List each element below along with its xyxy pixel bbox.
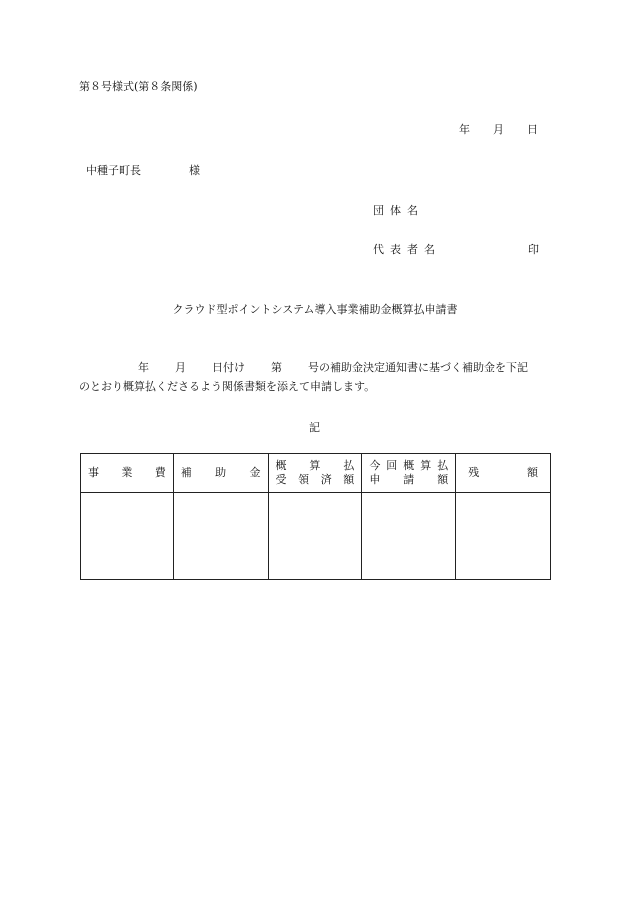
addressee-name: 中種子町長 [86,164,141,177]
body-date-suffix: 日付け [212,361,245,374]
form-number: 第８号様式(第８条関係) [79,80,198,93]
addressee [86,164,200,178]
body-line-2: のとおり概算払くださるよう関係書類を添えて申請します。 [79,380,376,393]
header-subsidy: 補 助 金 [173,454,268,493]
header-balance: 残 額 [456,454,551,493]
header-project-cost: 事 業 費 [81,454,174,493]
cell-received-amount [268,493,362,580]
body-line-1 [79,361,528,375]
cell-current-request [362,493,456,580]
header-current-request: 今 回 概 算 払 申 請 額 [362,454,456,493]
ki-notation: 記 [309,421,320,434]
cell-subsidy [173,493,268,580]
seal-mark: 印 [528,243,539,256]
date-year-label: 年 [459,123,470,136]
header-received-amount: 概 算 払 受 領 済 額 [268,454,362,493]
date-month-label: 月 [493,123,504,136]
body-line1-rest: 号の補助金決定通知書に基づく補助金を下記 [308,361,528,374]
body-number-prefix: 第 [271,361,282,374]
application-table [80,453,551,580]
cell-project-cost [81,493,174,580]
representative-name-label: 代表者名 [373,243,441,256]
cell-balance [456,493,551,580]
body-month: 月 [175,361,186,374]
addressee-honorific: 様 [189,164,200,177]
document-title: クラウド型ポイントシステム導入事業補助金概算払申請書 [172,303,458,316]
table-row [81,493,551,580]
body-year: 年 [138,361,149,374]
org-name-label: 団体名 [373,204,424,217]
date-day-label: 日 [527,123,538,136]
date-line [459,123,538,137]
